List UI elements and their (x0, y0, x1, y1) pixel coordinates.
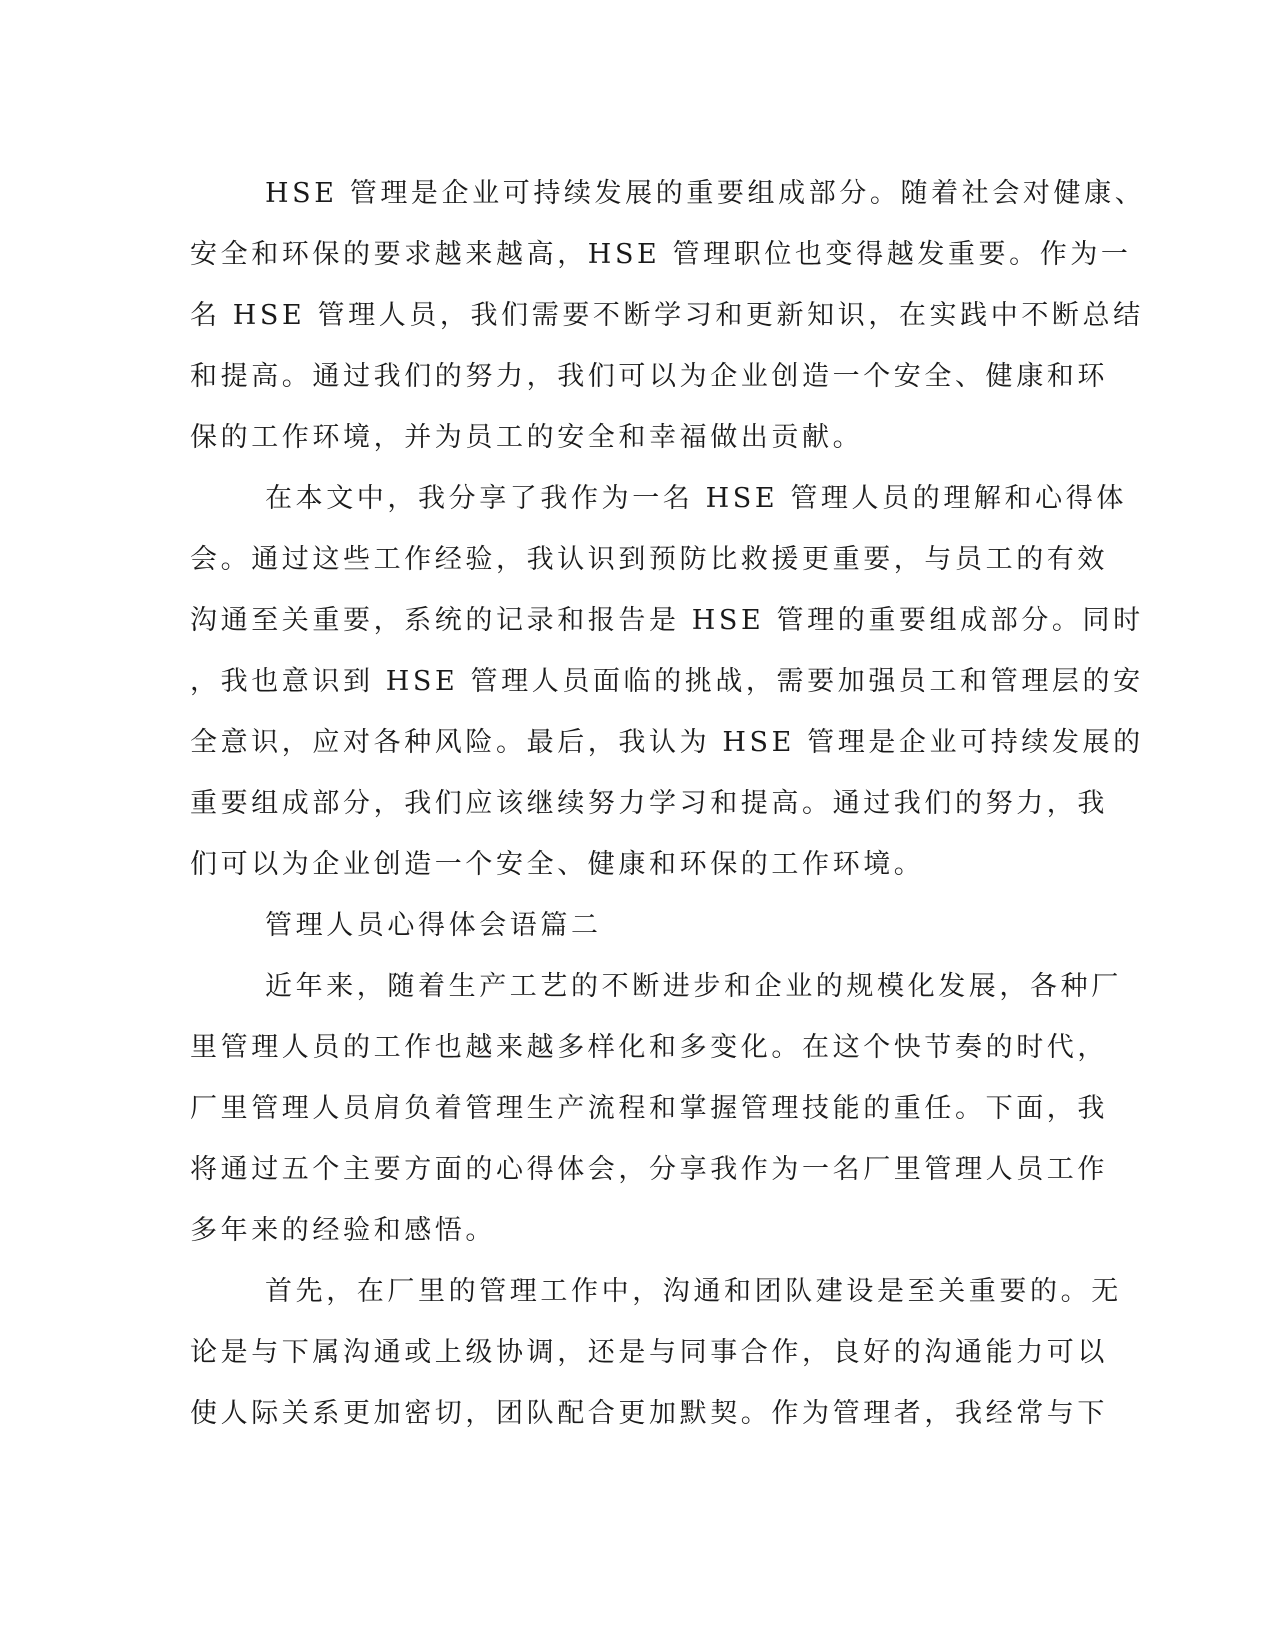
paragraph-1-line-2: 安全和环保的要求越来越高，HSE 管理职位也变得越发重要。作为一 (190, 239, 1132, 270)
paragraph-3-line-2: 里管理人员的工作也越来越多样化和多变化。在这个快节奏的时代， (190, 1032, 1108, 1063)
paragraph-4-line-3: 使人际关系更加密切，团队配合更加默契。作为管理者，我经常与下 (190, 1398, 1108, 1429)
section-heading: 管理人员心得体会语篇二 (265, 910, 602, 941)
paragraph-2-line-7: 们可以为企业创造一个安全、健康和环保的工作环境。 (190, 849, 925, 880)
paragraph-2-line-1: 在本文中，我分享了我作为一名 HSE 管理人员的理解和心得体 (265, 483, 1127, 514)
paragraph-1-line-5: 保的工作环境，并为员工的安全和幸福做出贡献。 (190, 422, 864, 453)
paragraph-2-line-6: 重要组成部分，我们应该继续努力学习和提高。通过我们的努力，我 (190, 788, 1108, 819)
paragraph-2-line-2: 会。通过这些工作经验，我认识到预防比救援更重要，与员工的有效 (190, 544, 1108, 575)
paragraph-4-line-1: 首先，在厂里的管理工作中，沟通和团队建设是至关重要的。无 (265, 1276, 1122, 1307)
paragraph-3-line-5: 多年来的经验和感悟。 (190, 1215, 496, 1246)
paragraph-1-line-1: HSE 管理是企业可持续发展的重要组成部分。随着社会对健康、 (265, 178, 1146, 209)
paragraph-3-line-3: 厂里管理人员肩负着管理生产流程和掌握管理技能的重任。下面，我 (190, 1093, 1108, 1124)
paragraph-2-line-5: 全意识，应对各种风险。最后，我认为 HSE 管理是企业可持续发展的 (190, 727, 1144, 758)
paragraph-1-line-4: 和提高。通过我们的努力，我们可以为企业创造一个安全、健康和环 (190, 361, 1108, 392)
paragraph-1-line-3: 名 HSE 管理人员，我们需要不断学习和更新知识，在实践中不断总结 (190, 300, 1144, 331)
paragraph-2-line-3: 沟通至关重要，系统的记录和报告是 HSE 管理的重要组成部分。同时 (190, 605, 1144, 636)
paragraph-4-line-2: 论是与下属沟通或上级协调，还是与同事合作，良好的沟通能力可以 (190, 1337, 1108, 1368)
paragraph-3-line-4: 将通过五个主要方面的心得体会，分享我作为一名厂里管理人员工作 (190, 1154, 1108, 1185)
document-body (190, 163, 1146, 1444)
paragraph-3-line-1: 近年来，随着生产工艺的不断进步和企业的规模化发展，各种厂 (265, 971, 1122, 1002)
paragraph-2-line-4: ，我也意识到 HSE 管理人员面临的挑战，需要加强员工和管理层的安 (190, 666, 1144, 697)
